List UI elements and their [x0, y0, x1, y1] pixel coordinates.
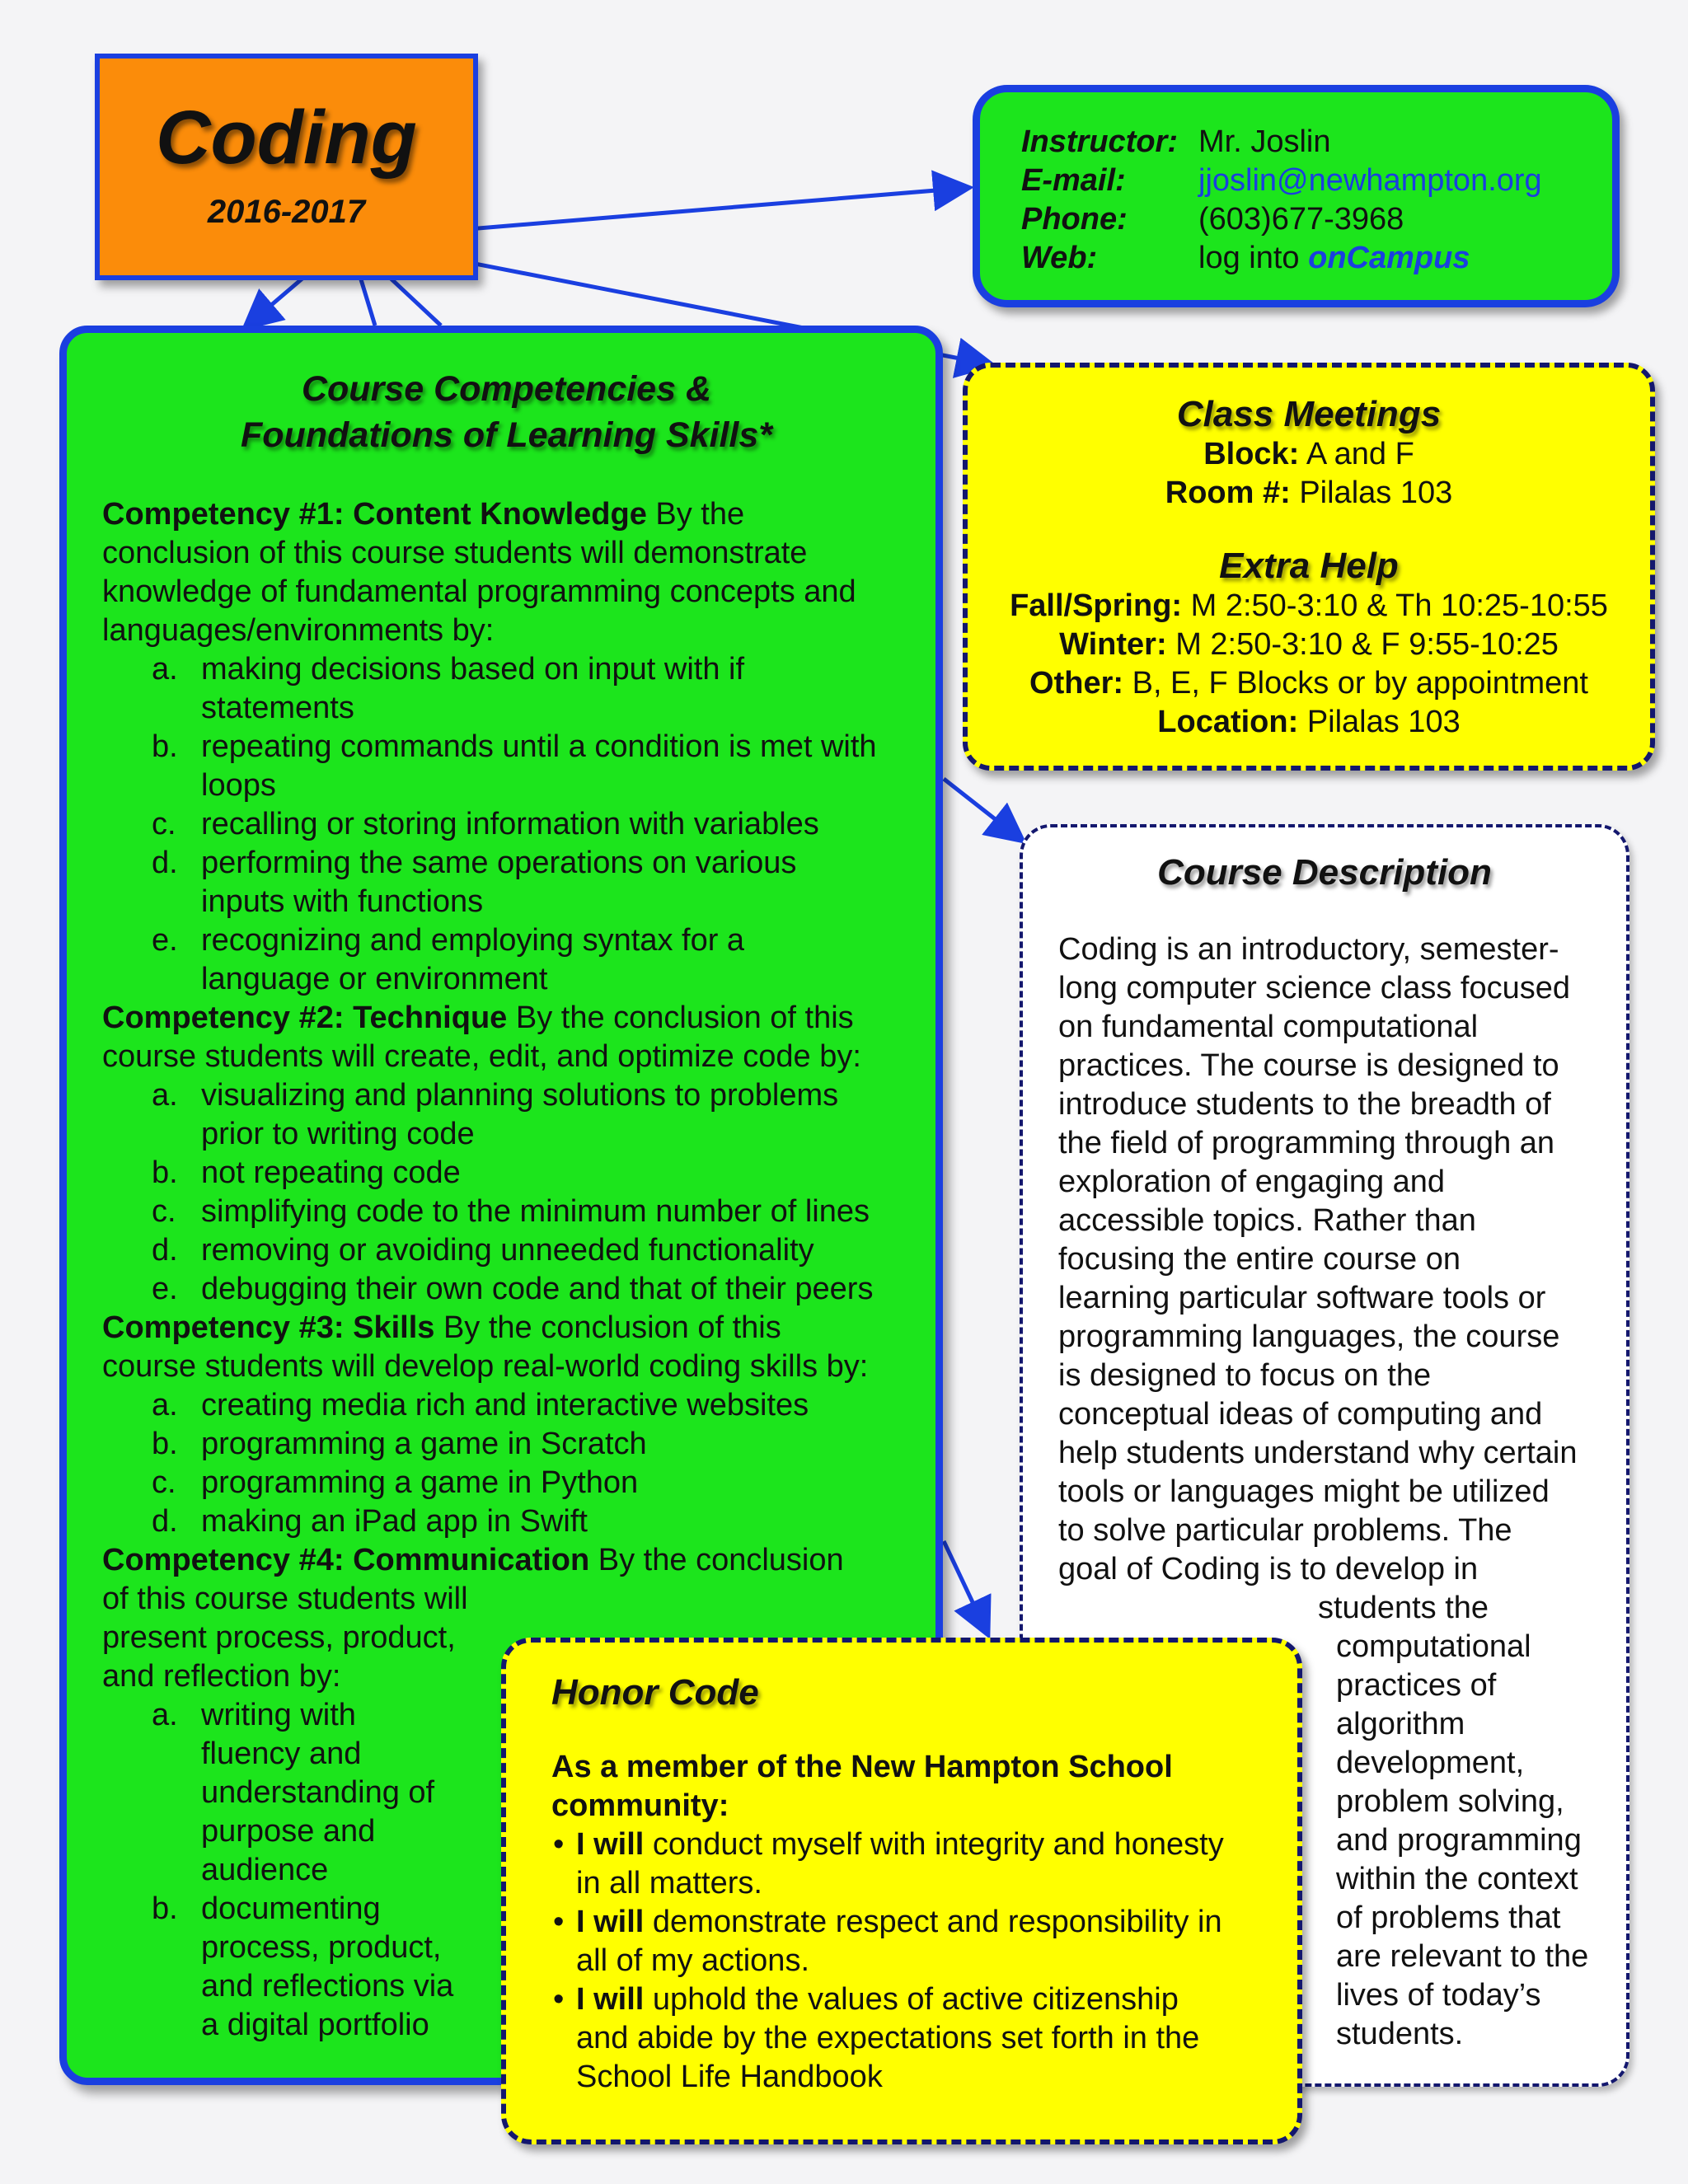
arrow-to-description — [944, 779, 1020, 839]
list-item: b. not repeating code — [152, 1155, 461, 1190]
list-item: d. making an iPad app in Swift — [152, 1504, 588, 1539]
competency-3-list — [102, 1386, 911, 1541]
competency-4: Competency #4: Communication By the conclusion of this course students will present process, product, and reflection by: — [102, 1543, 844, 1694]
phone-row: Phone: (603)677-3968 — [1021, 202, 1404, 237]
list-item: c. recalling or storing information with variables — [152, 807, 819, 841]
list-item: e. debugging their own code and that of their peers — [152, 1272, 874, 1306]
location-row: Location: Pilalas 103 — [1157, 705, 1461, 739]
list-item: a. creating media rich and interactive websites — [152, 1388, 809, 1422]
honor-code-heading: Honor Code — [551, 1672, 759, 1713]
list-item: a. making decisions based on input with if statements — [152, 652, 745, 725]
block-row: Block: A and F — [1203, 437, 1414, 471]
oncampus-link[interactable]: onCampus — [1308, 241, 1470, 275]
class-meetings-card — [963, 363, 1655, 771]
list-item: a. visualizing and planning solutions to problems prior to writing code — [152, 1078, 839, 1151]
list-item: c. simplifying code to the minimum number of lines — [152, 1194, 870, 1229]
course-description-heading: Course Description — [1157, 852, 1492, 893]
list-item: e. recognizing and employing syntax for a language or environment — [152, 923, 745, 996]
honor-code-card — [501, 1638, 1302, 2144]
instructor-row: Instructor: Mr. Joslin — [1021, 124, 1331, 159]
extra-help-heading: Extra Help — [1219, 546, 1399, 586]
list-item: a. writing with fluency and understanding of purpose and audience — [152, 1698, 435, 1887]
class-meetings-heading: Class Meetings — [1176, 394, 1442, 434]
course-title: Coding — [156, 96, 417, 180]
description-text: Coding is an introductory, semester- long computer science class focused on fundamental computational practices. The course is designed to introduce students to the breadth of the field of programming through an exploration of engaging and accessible topics. Rather than focusing the entire course on learning particular software tools or programming languages, the course is designed to focus on the conceptual ideas of computing and help students understand why certain tools or languages might be utilized to solve particular problems. The goal of Coding is to develop in students the computational practices of algorithm development, problem solving, and programming within the context of problems that are relevant to the lives of today’s students. — [1058, 932, 1589, 2051]
list-item: b. repeating commands until a condition is met with loops — [152, 729, 877, 803]
competency-2: Competency #2: Technique By the conclusion of this course students will create, edit, and optimize code by: — [102, 1001, 861, 1074]
fall-spring-row: Fall/Spring: M 2:50-3:10 & Th 10:25-10:55 — [1010, 588, 1608, 623]
list-item: • I will demonstrate respect and responsibility in all of my actions. — [553, 1905, 1222, 1978]
school-year: 2016-2017 — [207, 194, 366, 230]
room-row: Room #: Pilalas 103 — [1165, 476, 1453, 510]
honor-intro: As a member of the New Hampton School community: — [551, 1750, 1173, 1823]
competency-3: Competency #3: Skills By the conclusion of this course students will develop real-world coding skills by: — [102, 1310, 869, 1384]
list-item: c. programming a game in Python — [152, 1465, 639, 1500]
list-item: d. removing or avoiding unneeded functionality — [152, 1233, 814, 1268]
competencies-heading: Course Competencies & Foundations of Learning Skills* — [240, 369, 773, 455]
competency-2-list — [102, 1076, 911, 1309]
email-row: E-mail: jjoslin@newhampton.org — [1021, 163, 1542, 198]
other-row: Other: B, E, F Blocks or by appointment — [1029, 666, 1588, 701]
list-item: • I will uphold the values of active citizenship and abide by the expectations set forth in the School Life Handbook — [553, 1982, 1200, 2094]
competency-1: Competency #1: Content Knowledge By the conclusion of this course students will demonstrate knowledge of fundamental programming concepts and languages/environments by: — [102, 497, 856, 648]
title-card — [95, 54, 478, 280]
email-link[interactable]: jjoslin@newhampton.org — [1198, 163, 1542, 198]
web-row: Web: log into onCampus — [1021, 241, 1470, 275]
list-item: b. documenting process, product, and reflections via a digital portfolio — [152, 1891, 454, 2042]
arrow-to-honor — [944, 1541, 987, 1632]
list-item: • I will conduct myself with integrity and honesty in all matters. — [553, 1827, 1224, 1900]
winter-row: Winter: M 2:50-3:10 & F 9:55-10:25 — [1059, 627, 1559, 662]
honor-list — [551, 1825, 1273, 2097]
contact-card — [973, 85, 1620, 307]
list-item: d. performing the same operations on various inputs with functions — [152, 846, 797, 919]
competency-1-list — [102, 650, 911, 999]
list-item: b. programming a game in Scratch — [152, 1427, 647, 1461]
